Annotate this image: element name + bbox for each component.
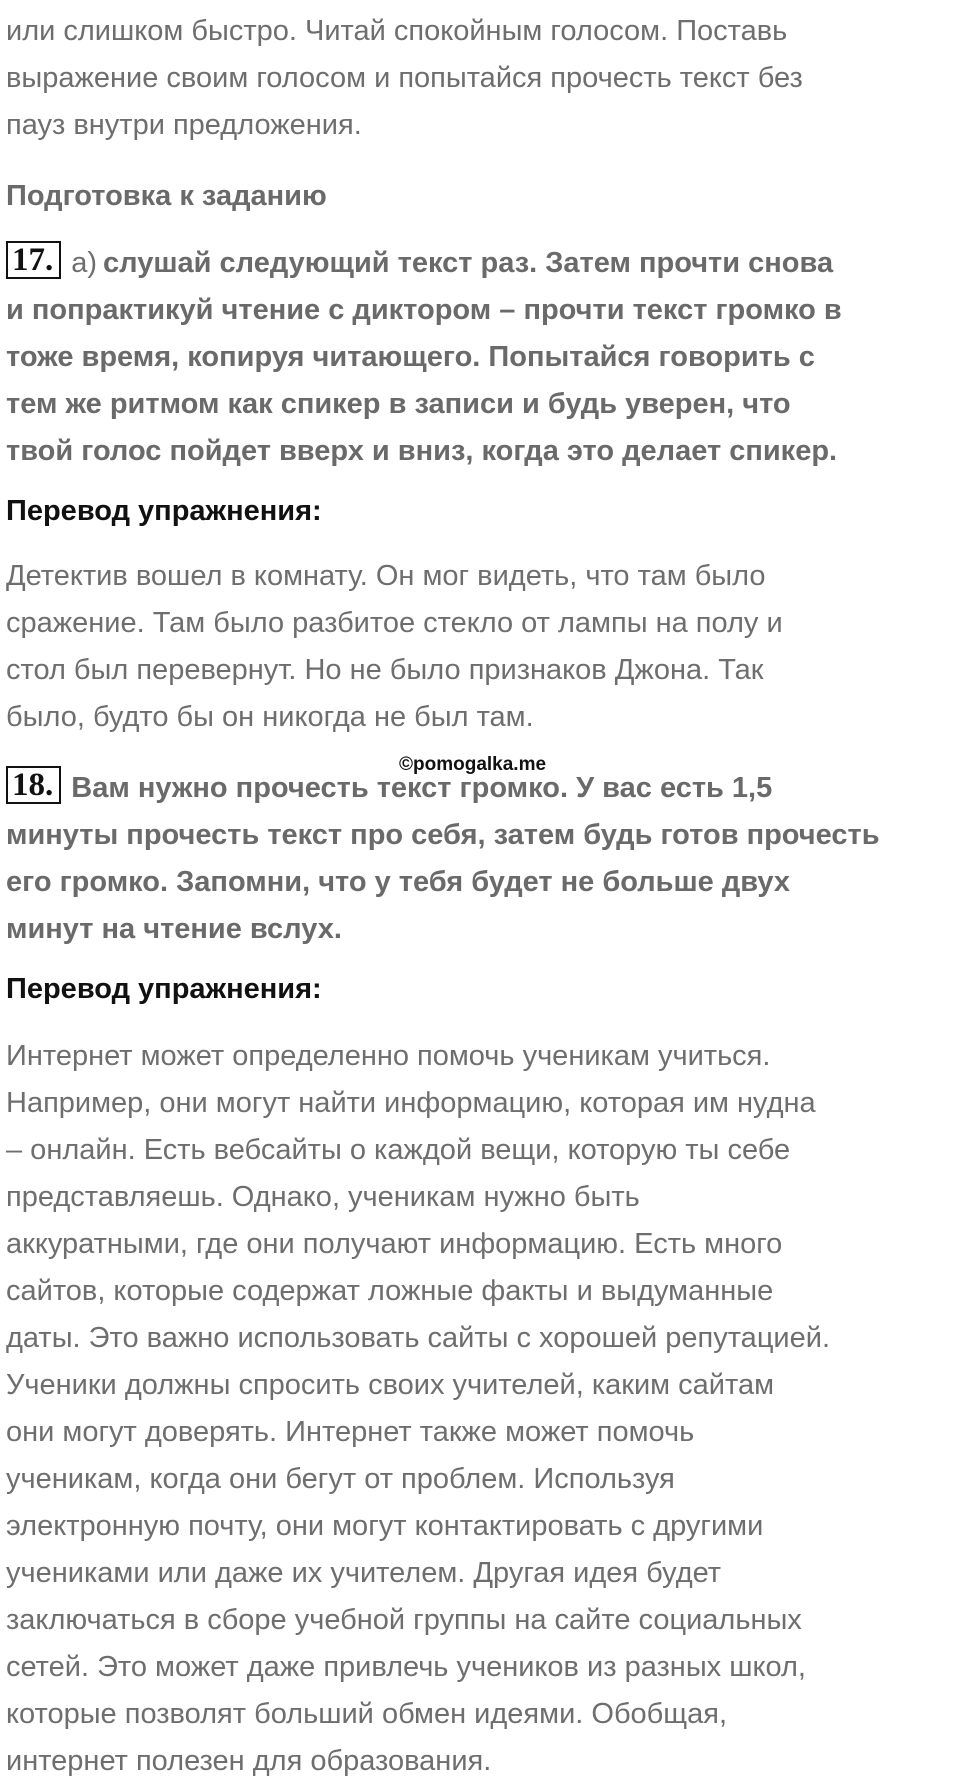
translation-18-line: – онлайн. Есть вебсайты о каждой вещи, которую ты себе (6, 1134, 791, 1166)
translation-17-line: сражение. Там было разбитое стекло от лампы на полу и (6, 607, 783, 639)
translation-18-line: Интернет может определенно помочь ученикам учиться. (6, 1040, 771, 1072)
task-17-line (6, 240, 956, 287)
task-17-line: и попрактикуй чтение с диктором – прочти текст громко в (6, 294, 842, 326)
task-18-line: минут на чтение вслух. (6, 913, 342, 945)
translation-18-line: сайтов, которые содержат ложные факты и выдуманные (6, 1275, 774, 1307)
translation-heading-text: Перевод упражнения: (6, 495, 322, 527)
task-18-number-badge: 18. (6, 766, 61, 804)
translation-18-line: заключаться в сборе учебной группы на сайте социальных (6, 1604, 802, 1636)
prep-heading-text: Подготовка к заданию (6, 180, 327, 212)
translation-heading-text: Перевод упражнения: (6, 973, 322, 1005)
translation-18-line: интернет полезен для образования. (6, 1745, 492, 1777)
task-17-line: твой голос пойдет вверх и вниз, когда это делает спикер. (6, 435, 838, 467)
task-17-line: тоже время, копируя читающего. Попытайся говорить с (6, 341, 815, 373)
task-17-text: слушай следующий текст раз. Затем прочти снова (103, 247, 834, 279)
task-18-text: Вам нужно прочесть текст громко. У вас есть 1,5 (71, 772, 773, 804)
task-17-line: тем же ритмом как спикер в записи и будь уверен, что (6, 388, 791, 420)
watermark: ©pomogalka.me (399, 754, 547, 775)
translation-18-line: Например, они могут найти информацию, которая им нудна (6, 1087, 816, 1119)
translation-18-line: электронную почту, они могут контактировать с другими (6, 1510, 764, 1542)
translation-17-heading (6, 488, 956, 535)
translation-17-line: было, будто бы он никогда не был там. (6, 701, 534, 733)
task-17-prefix: а) (71, 247, 98, 279)
translation-18-body (6, 1033, 956, 1785)
translation-18-line: даты. Это важно использовать сайты с хорошей репутацией. (6, 1322, 831, 1354)
intro-line: пауз внутри предложения. (6, 109, 362, 141)
task-17 (6, 240, 956, 475)
translation-18-line: аккуратными, где они получают информацию. Есть много (6, 1228, 783, 1260)
translation-18-line: ученикам, когда они бегут от проблем. Используя (6, 1463, 675, 1495)
prep-heading (6, 173, 956, 220)
task-18-line: минуты прочесть текст про себя, затем будь готов прочесть (6, 819, 880, 851)
translation-17-line: стол был перевернут. Но не было признаков Джона. Так (6, 654, 764, 686)
translation-17-body (6, 553, 956, 741)
translation-18-line: сетей. Это может даже привлечь учеников из разных школ, (6, 1651, 806, 1683)
translation-18-line: которые позволят больший обмен идеями. Обобщая, (6, 1698, 728, 1730)
translation-18-line: представляешь. Однако, ученикам нужно быть (6, 1181, 640, 1213)
translation-17-line: Детектив вошел в комнату. Он мог видеть, что там было (6, 560, 766, 592)
intro-line: или слишком быстро. Читай спокойным голосом. Поставь (6, 15, 788, 47)
intro-line: выражение своим голосом и попытайся прочесть текст без (6, 62, 803, 94)
task-18-line: его громко. Запомни, что у тебя будет не больше двух (6, 866, 790, 898)
translation-18-line: они могут доверять. Интернет также может помочь (6, 1416, 695, 1448)
translation-18-heading (6, 966, 956, 1013)
intro-paragraph (6, 8, 956, 149)
translation-18-line: Ученики должны спросить своих учителей, каким сайтам (6, 1369, 775, 1401)
translation-18-line: учениками или даже их учителем. Другая идея будет (6, 1557, 722, 1589)
task-17-number-badge: 17. (6, 241, 61, 279)
task-18 (6, 765, 956, 953)
